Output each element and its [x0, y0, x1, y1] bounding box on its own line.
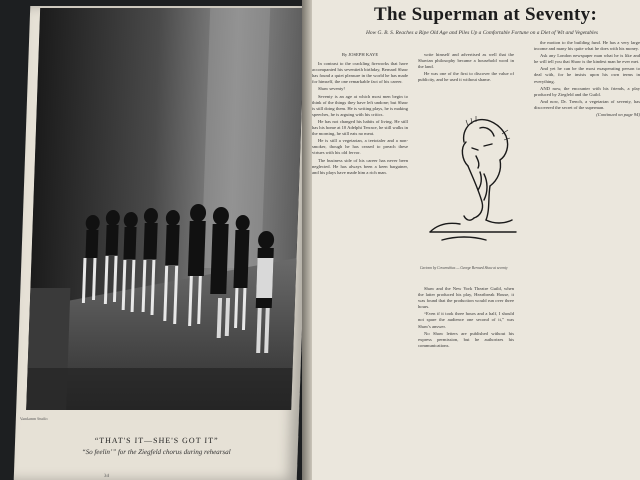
paragraph: He has not changed his habits of living. He still has his home at 10 Adelphi Terrace, he still walks in the morning, he still eats no meat. [312, 118, 408, 137]
page-number: 34 [103, 474, 109, 479]
article-headline: The Superman at Seventy: [374, 4, 598, 25]
paragraph: No Shaw letters are published without his express permission, but he authorizes his communications. [418, 330, 514, 348]
continued-note: (Continued on page 94) [596, 112, 640, 118]
photo-caption-subtitle: “So feelin’” for the Ziegfeld chorus during rehearsal [81, 448, 231, 456]
article-column-1 [312, 52, 408, 480]
article-column-3 [534, 40, 640, 480]
paragraph: And yet he can be the most exasperating person to deal with, for he insists upon his own terms in everything. [534, 66, 640, 84]
article-column-2-bottom [418, 286, 514, 480]
paragraph: He was one of the first to discover the value of publicity, and he used it without shame. [418, 71, 514, 83]
chorus-rehearsal-photo [26, 8, 305, 410]
paragraph: Shaw seventy! [318, 86, 345, 92]
paragraph: Seventy is an age at which most men begin to think of the things they have left undone; but Shaw is still doing them. He is writing plays, he is making speeches, he is arguing with his critics. [312, 93, 408, 117]
paragraph: AND now, the encounter with his friends, a play produced by Ziegfeld and the Guild. [534, 85, 640, 97]
photo-caption-title: “THAT'S IT—SHE'S GOT IT” [94, 436, 219, 445]
paragraph: “Even if it took three hours and a half, I should not spare the audience one second of it,” was Shaw's answer. [418, 311, 514, 329]
paragraph: write himself and advertised as well that the Shavian philosophy became a household word in the land. [418, 52, 514, 70]
paragraph: Shaw and the New York Theatre Guild, when the latter produced his play, Heartbreak House, it was found that the production would run over three hours. [418, 286, 514, 310]
left-page [14, 6, 314, 480]
paragraph: He is still a vegetarian, a teetotaler and a non-smoker, though he has ceased to preach these virtues with his old fervor. [312, 138, 408, 156]
byline: By JOSEPH KAYE [341, 52, 379, 57]
article-column-2-top [418, 52, 514, 110]
paragraph: And now, Dr. Trench, a vegetarian of seventy, has discovered the secret of the superman. [534, 98, 640, 110]
cartoon-caption: Cartoon by Covarrubias — George Bernard Shaw at seventy [420, 266, 508, 270]
photo-credit: Vandamm Studio [19, 416, 48, 421]
right-page [312, 0, 640, 480]
paragraph: The business side of his career has never been neglected. He has always been a keen bargainer, and his plays have made him a rich man. [312, 157, 408, 175]
article-deck: How G. B. S. Reaches a Ripe Old Age and Piles Up a Comfortable Fortune on a Diet of Wit and Vegetables [366, 30, 598, 36]
paragraph: Ask any London newspaper man what he is like and he will tell you that Shaw is the kindest man he ever met. [534, 53, 640, 65]
paragraph: In contrast to the crackling fireworks that have accompanied his seventieth birthday, Bernard Shaw has found a quiet pleasure in the world he has made for himself, the one remarkable fact of his career. [312, 61, 408, 85]
shaw-caricature [420, 112, 524, 262]
paragraph: the motion to the building fund. He has a very large income and many his quite what he does with his money. [534, 40, 640, 52]
